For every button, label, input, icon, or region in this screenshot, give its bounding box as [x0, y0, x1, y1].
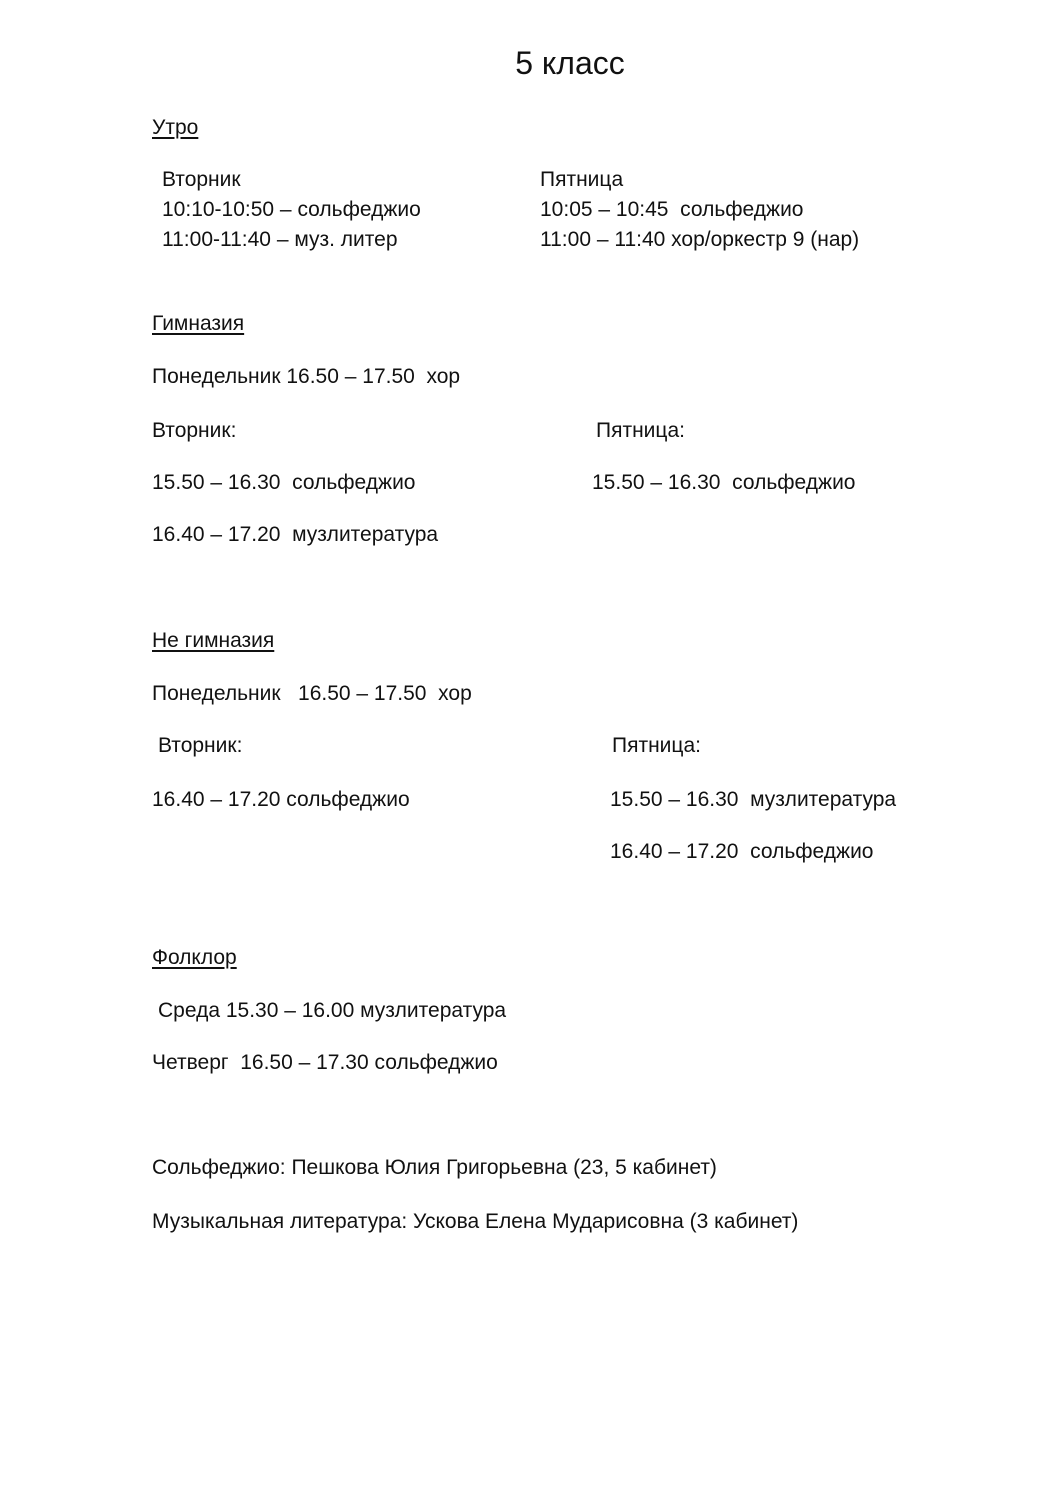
gymnasium-friday-day: Пятница: [596, 419, 685, 442]
non-gymnasium-monday: Понедельник 16.50 – 17.50 хор [152, 682, 472, 705]
morning-tuesday-line-1: 10:10-10:50 – сольфеджио [162, 198, 421, 221]
section-heading-folklore: Фолклор [152, 946, 237, 969]
morning-friday-day: Пятница [540, 168, 624, 191]
morning-friday-line-2: 11:00 – 11:40 хор/оркестр 9 (нар) [540, 228, 860, 251]
teacher-music-literature: Музыкальная литература: Ускова Елена Мударисовна (3 кабинет) [152, 1210, 799, 1233]
gymnasium-friday-line-1: 15.50 – 16.30 сольфеджио [592, 471, 856, 494]
gymnasium-tuesday-day: Вторник: [152, 419, 237, 442]
section-heading-non-gymnasium: Не гимназия [152, 629, 275, 652]
gymnasium-tuesday-line-2: 16.40 – 17.20 музлитература [152, 523, 439, 546]
morning-tuesday-day: Вторник [162, 168, 241, 191]
teacher-solfeggio: Сольфеджио: Пешкова Юлия Григорьевна (23, 5 кабинет) [152, 1156, 717, 1179]
section-heading-morning: Утро [152, 116, 199, 139]
non-gymnasium-friday-day: Пятница: [612, 734, 701, 757]
gymnasium-monday: Понедельник 16.50 – 17.50 хор [152, 365, 461, 388]
non-gymnasium-friday-line-1: 15.50 – 16.30 музлитература [610, 788, 897, 811]
folklore-line-2: Четверг 16.50 – 17.30 сольфеджио [152, 1051, 498, 1074]
morning-tuesday-line-2: 11:00-11:40 – муз. литер [162, 228, 398, 251]
gymnasium-tuesday-line-1: 15.50 – 16.30 сольфеджио [152, 471, 416, 494]
morning-friday-line-1: 10:05 – 10:45 сольфеджио [540, 198, 804, 221]
page-title: 5 класс [515, 45, 625, 81]
non-gymnasium-tuesday-day: Вторник: [158, 734, 243, 757]
folklore-line-1: Среда 15.30 – 16.00 музлитература [158, 999, 507, 1022]
non-gymnasium-friday-line-2: 16.40 – 17.20 сольфеджио [610, 840, 874, 863]
section-heading-gymnasium: Гимназия [152, 312, 245, 335]
non-gymnasium-tuesday-line-1: 16.40 – 17.20 сольфеджио [152, 788, 410, 811]
